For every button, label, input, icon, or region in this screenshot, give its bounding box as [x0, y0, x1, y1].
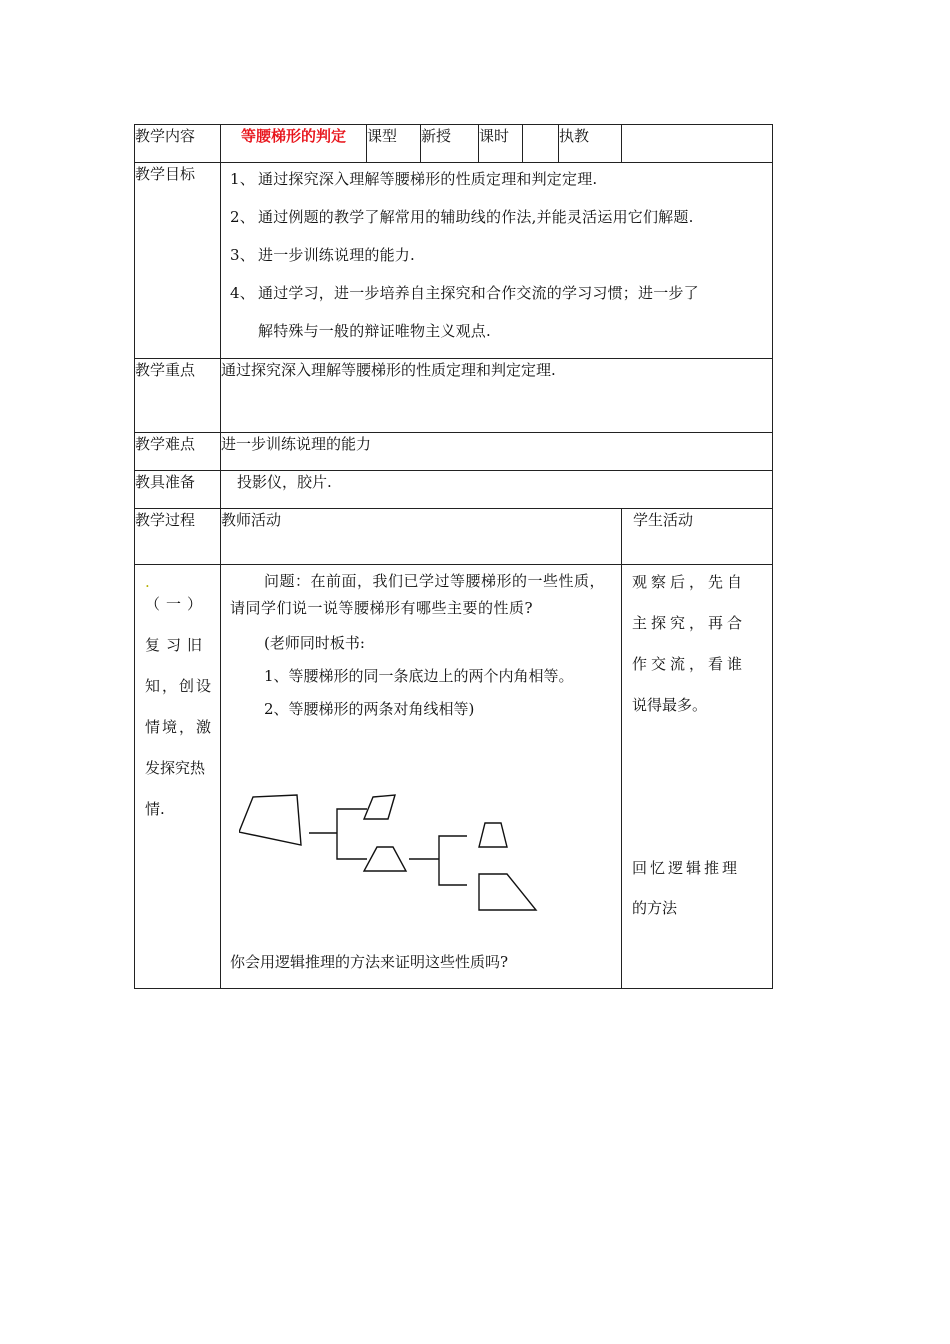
period-label: 课时 [479, 125, 523, 163]
tools-row [135, 471, 773, 509]
goal-item: 1、 通过探究深入理解等腰梯形的性质定理和判定定理. [230, 170, 598, 188]
difficulty-text: 进一步训练说理的能力 [221, 433, 773, 471]
stage-line: 复习旧 [145, 636, 209, 654]
lesson-plan-table [134, 124, 773, 989]
lesson-title: 等腰梯形的判定 [221, 125, 367, 163]
difficulty-label: 教学难点 [135, 433, 221, 471]
student-review [632, 857, 740, 938]
quadrilateral-classification-diagram [239, 789, 569, 919]
trapezoid-shape [364, 847, 406, 871]
branch-bracket [337, 809, 367, 859]
proof-question: 你会用逻辑推理的方法来证明这些性质吗? [230, 953, 509, 971]
tools-text: 投影仪，胶片. [221, 471, 773, 509]
goal-item: 3、 进一步训练说理的能力. [230, 246, 415, 264]
goals-label: 教学目标 [135, 163, 221, 359]
student-line: 主探究，再合 [632, 614, 747, 632]
stage-line: 情. [145, 800, 165, 818]
teacher-activity-header: 教师活动 [221, 509, 622, 565]
parallelogram-shape [364, 795, 395, 819]
teacher-label: 执教 [559, 125, 622, 163]
tools-label: 教具准备 [135, 471, 221, 509]
stage-line: 知，创设 [145, 677, 214, 695]
stage-line: 发探究热 [145, 759, 206, 777]
student-activity [622, 565, 773, 989]
board-note: (老师同时板书: [264, 634, 365, 652]
difficulty-row [135, 433, 773, 471]
stage-line: .（一） [145, 573, 209, 613]
right-trapezoid-shape [479, 874, 536, 910]
property-2: 2、等腰梯形的两条对角线相等) [264, 700, 475, 718]
goal-item: 2、 通过例题的教学了解常用的辅助线的作法,并能灵活运用它们解题. [230, 208, 694, 226]
goal-continuation: 解特殊与一般的辩证唯物主义观点. [258, 322, 491, 340]
student-line: 说得最多。 [632, 696, 708, 714]
student-line: 的方法 [632, 899, 678, 917]
goals-list [221, 163, 773, 359]
branch-bracket [439, 836, 467, 885]
period-value [523, 125, 559, 163]
key-point-row [135, 359, 773, 433]
type-label: 课型 [367, 125, 421, 163]
process-row [135, 565, 773, 989]
type-value: 新授 [421, 125, 479, 163]
goal-item: 4、 通过学习，进一步培养自主探究和合作交流的学习习惯；进一步了 [230, 284, 699, 302]
student-line: 观察后，先自 [632, 573, 747, 591]
irregular-quadrilateral-shape [239, 795, 301, 845]
isosceles-trapezoid-shape [479, 823, 507, 847]
goals-row [135, 163, 773, 359]
key-point-label: 教学重点 [135, 359, 221, 433]
stage-description [135, 565, 221, 989]
process-label: 教学过程 [135, 509, 221, 565]
process-header-row [135, 509, 773, 565]
teacher-value [622, 125, 773, 163]
content-label: 教学内容 [135, 125, 221, 163]
teacher-activity [221, 565, 622, 989]
question-paragraph: 问题：在前面，我们已学过等腰梯形的一些性质，请同学们说一说等腰梯形有哪些主要的性质? [230, 572, 606, 617]
student-line: 作交流，看谁 [632, 655, 747, 673]
key-point-text: 通过探究深入理解等腰梯形的性质定理和判定定理. [221, 359, 773, 433]
property-1: 1、等腰梯形的同一条底边上的两个内角相等。 [264, 667, 574, 685]
student-line: 回忆逻辑推理 [632, 859, 741, 877]
header-row [135, 125, 773, 163]
stage-line: 情境，激 [145, 718, 214, 736]
student-activity-header: 学生活动 [622, 509, 773, 565]
